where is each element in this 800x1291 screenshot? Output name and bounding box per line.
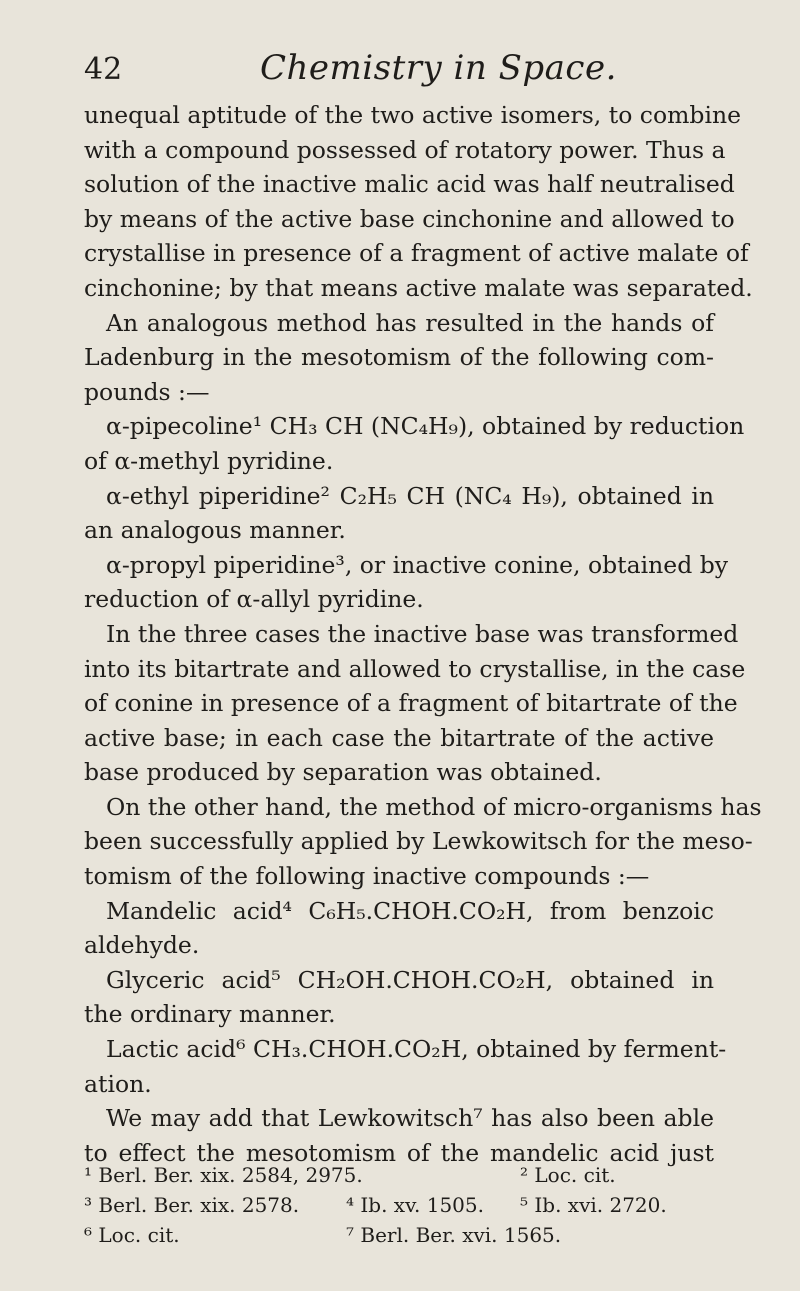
footnote-row — [84, 1160, 714, 1190]
page-number: 42 — [84, 52, 123, 87]
footnote-1: ¹ Berl. Ber. xix. 2584, 2975. — [84, 1163, 363, 1187]
footnote-7: ⁷ Berl. Ber. xvi. 1565. — [346, 1223, 562, 1247]
text-line: by means of the active base cinchonine and allowed to — [84, 204, 735, 233]
text-line: An analogous method has resulted in the hands of — [106, 308, 714, 337]
footnote-4: ⁴ Ib. xv. 1505. — [346, 1193, 484, 1217]
running-title: Chemistry in Space. — [260, 48, 617, 88]
text-line: reduction of α-allyl pyridine. — [84, 585, 424, 614]
text-line: ation. — [84, 1069, 152, 1098]
text-line: We may add that Lewkowitsch⁷ has also been able — [106, 1104, 714, 1133]
text-line: α-propyl piperidine³, or inactive conine, obtained by — [106, 550, 729, 579]
text-line: Ladenburg in the mesotomism of the following com- — [84, 343, 714, 372]
footnote-5: ⁵ Ib. xvi. 2720. — [520, 1193, 667, 1217]
text-line: of conine in presence of a fragment of bitartrate of the — [84, 689, 738, 718]
body-text — [84, 98, 762, 1170]
text-line: an analogous manner. — [84, 516, 346, 545]
footnote-row — [84, 1220, 714, 1250]
footnote-row — [84, 1190, 714, 1220]
text-line: solution of the inactive malic acid was half neutralised — [84, 170, 735, 199]
text-line: to effect the mesotomism of the mandelic acid just — [84, 1138, 714, 1167]
text-line: Glyceric acid⁵ CH₂OH.CHOH.CO₂H, obtained in — [106, 965, 714, 994]
text-line: cinchonine; by that means active malate was separated. — [84, 273, 753, 302]
page-header — [84, 44, 714, 94]
text-line: In the three cases the inactive base was transformed — [106, 619, 739, 648]
footnotes — [84, 1160, 714, 1250]
text-line: with a compound possessed of rotatory power. Thus a — [84, 135, 726, 164]
text-line: base produced by separation was obtained. — [84, 758, 602, 787]
text-line: unequal aptitude of the two active isomers, to combine — [84, 101, 742, 129]
footnote-6: ⁶ Loc. cit. — [84, 1223, 180, 1247]
text-line: into its bitartrate and allowed to crystallise, in the case — [84, 654, 746, 683]
text-line: α-ethyl piperidine² C₂H₅ CH (NC₄ H₉), obtained in — [106, 481, 714, 510]
text-line: Lactic acid⁶ CH₃.CHOH.CO₂H, obtained by ferment- — [106, 1035, 727, 1064]
text-line: crystallise in presence of a fragment of active malate of — [84, 239, 749, 268]
text-line: α-pipecoline¹ CH₃ CH (NC₄H₉), obtained by reduction — [106, 412, 745, 441]
footnote-2: ² Loc. cit. — [520, 1163, 616, 1187]
text-line: pounds :— — [84, 377, 210, 406]
footnote-3: ³ Berl. Ber. xix. 2578. — [84, 1193, 300, 1217]
text-line: been successfully applied by Lewkowitsch for the meso- — [84, 827, 753, 856]
text-line: tomism of the following inactive compounds :— — [84, 862, 650, 891]
text-line: the ordinary manner. — [84, 1000, 336, 1029]
text-line: Mandelic acid⁴ C₆H₅.CHOH.CO₂H, from benzoic — [106, 896, 714, 925]
text-line: On the other hand, the method of micro-organisms has — [106, 792, 762, 821]
text-line: of α-methyl pyridine. — [84, 446, 334, 475]
text-line: active base; in each case the bitartrate of the active — [84, 723, 714, 752]
text-line: aldehyde. — [84, 931, 200, 960]
